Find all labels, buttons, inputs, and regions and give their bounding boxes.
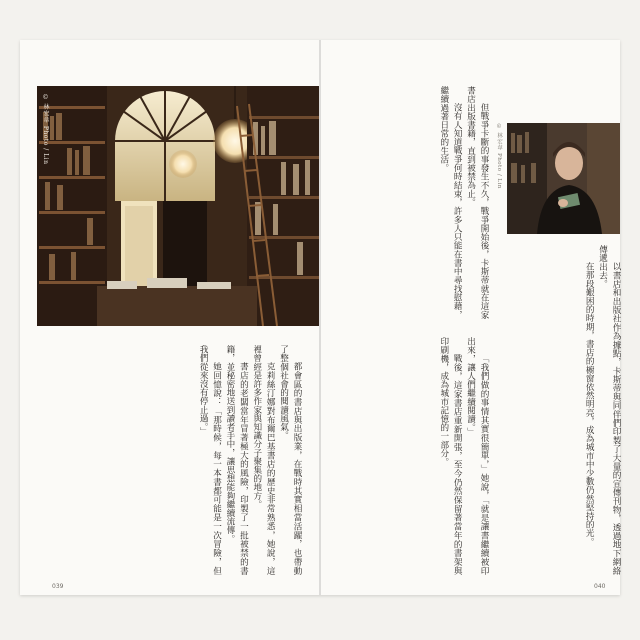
photo-credit-left: © 林宏韋 Photo / Lin: [42, 94, 49, 165]
paragraph: 以書店和出版社作為據點，卡斯蒂與同伴們印製了大量的宣傳刊物，透過地下網絡傳遞出去。: [597, 245, 621, 575]
bookstore-interior-photo: [37, 86, 319, 326]
paragraph: 在那段艱困的時期，書店的櫥窗依然明亮，成為城市中少數仍然堅持的光。: [584, 262, 595, 546]
bookseller-portrait-photo: [507, 123, 620, 234]
paragraph: 沒有人知道戰爭何時結束，許多人只能在書中尋找慰藉，繼續過著日常的生活。: [438, 86, 463, 319]
bookseller-portrait-image: [507, 123, 620, 234]
right-page-body-text-side: [490, 245, 622, 575]
spine-gutter: [319, 40, 321, 595]
left-page-body-text: [52, 345, 303, 575]
paragraph: 「我們做的事情其實很簡單，」她說，「就是讓書繼續被印出來，讓人們繼續閱讀。」: [465, 337, 489, 575]
paragraph: 書店的老闆當年冒著極大的風險，印製了一批被禁的書籍，並秘密地送到讀者手中，讓思想能夠繼續流傳。: [224, 345, 249, 575]
paragraph: 但戰爭卡斷的事發生不久，戰爭開始後，卡斯蒂就在這家書店出版書籍，直到被禁為止。: [465, 86, 489, 319]
page-number-right: 040: [594, 583, 606, 590]
right-page-body-text-bottom: [340, 337, 490, 575]
paragraph: 都會區的書店與出版業，在戰時其實相當活躍，也帶動了整個社會的閱讀風氣。: [278, 345, 302, 575]
bookstore-interior-image: [37, 86, 319, 326]
paragraph: 戰後，這家書店重新開張，至今仍然保留著當年的書架與印刷機，成為城市記憶的一部分。: [438, 337, 463, 575]
page-number-left: 039: [52, 583, 64, 590]
paragraph: 克莉絲汀娜對布爾巴基書店的歷史非常熟悉，她說，這裡曾經是許多作家與知識分子聚集的地方。: [251, 345, 276, 575]
paragraph: 她回憶說：「那時候，每一本書都可能是一次冒險，但我們從來沒有停止過。」: [198, 345, 222, 575]
photo-credit-right: © 林宏韋 Photo / Lin: [496, 124, 502, 189]
right-page-body-text-top: [340, 86, 490, 319]
book-spread: [20, 40, 620, 595]
